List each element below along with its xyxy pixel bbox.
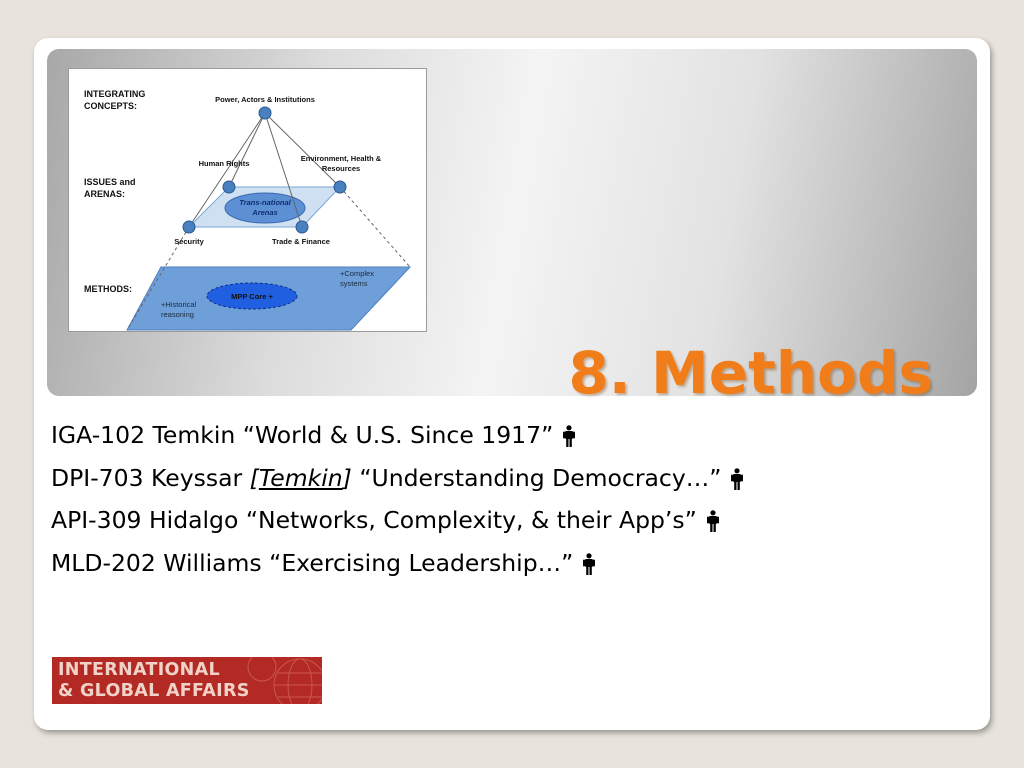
course-instructor: Temkin <box>152 421 236 449</box>
apex-line <box>229 113 265 187</box>
label-human-rights: Human Rights <box>198 159 250 168</box>
diagram-svg <box>69 69 426 331</box>
node-security-icon <box>183 221 195 233</box>
mpp-diagram <box>68 68 427 332</box>
label-complex: +Complex systems <box>340 269 374 288</box>
label-historical: +Historical reasoning <box>161 300 197 319</box>
co-instructor-name: Temkin <box>258 463 343 492</box>
person-icon <box>583 548 595 587</box>
node-human-rights-icon <box>223 181 235 193</box>
course-title: “Understanding Democracy…” <box>359 463 722 492</box>
course-code: MLD-202 <box>51 548 156 577</box>
course-instructor: Keyssar <box>151 463 243 492</box>
course-item <box>51 501 971 544</box>
course-title: “Networks, Complexity, & their App’s” <box>245 506 697 534</box>
logo-text: INTERNATIONAL & GLOBAL AFFAIRS <box>58 660 250 701</box>
label-security: Security <box>174 237 204 246</box>
level-integrating: INTEGRATING CONCEPTS: <box>84 89 146 111</box>
slide <box>34 38 990 730</box>
course-code: DPI-703 <box>51 463 144 492</box>
course-co-instructor: [Temkin] <box>249 463 352 492</box>
course-title: “World & U.S. Since 1917” <box>242 421 554 449</box>
course-item <box>51 459 971 502</box>
person-icon <box>563 420 575 459</box>
course-item <box>51 416 971 459</box>
course-list <box>51 416 971 586</box>
slide-title: 8. Methods <box>568 339 933 407</box>
label-arena: Trans-national Arenas <box>239 198 291 217</box>
iga-logo <box>52 657 322 704</box>
course-code: IGA-102 <box>51 421 146 449</box>
node-trade-icon <box>296 221 308 233</box>
label-top: Power, Actors & Institutions <box>215 95 315 104</box>
course-instructor: Hidalgo <box>149 506 239 534</box>
label-trade: Trade & Finance <box>272 237 330 246</box>
course-instructor: Williams <box>163 548 262 577</box>
header-panel <box>47 49 977 407</box>
level-issues: ISSUES and ARENAS: <box>84 177 136 199</box>
node-top-icon <box>259 107 271 119</box>
label-environment: Environment, Health & Resources <box>300 154 382 173</box>
node-environment-icon <box>334 181 346 193</box>
course-item <box>51 544 971 587</box>
course-code: API-309 <box>51 506 142 534</box>
apex-line <box>265 113 340 187</box>
course-title: “Exercising Leadership…” <box>269 548 574 577</box>
level-methods: METHODS: <box>84 284 132 294</box>
person-icon <box>731 463 743 502</box>
label-core: MPP Core + <box>231 292 273 301</box>
projection-line <box>340 187 410 267</box>
person-icon <box>707 505 719 544</box>
